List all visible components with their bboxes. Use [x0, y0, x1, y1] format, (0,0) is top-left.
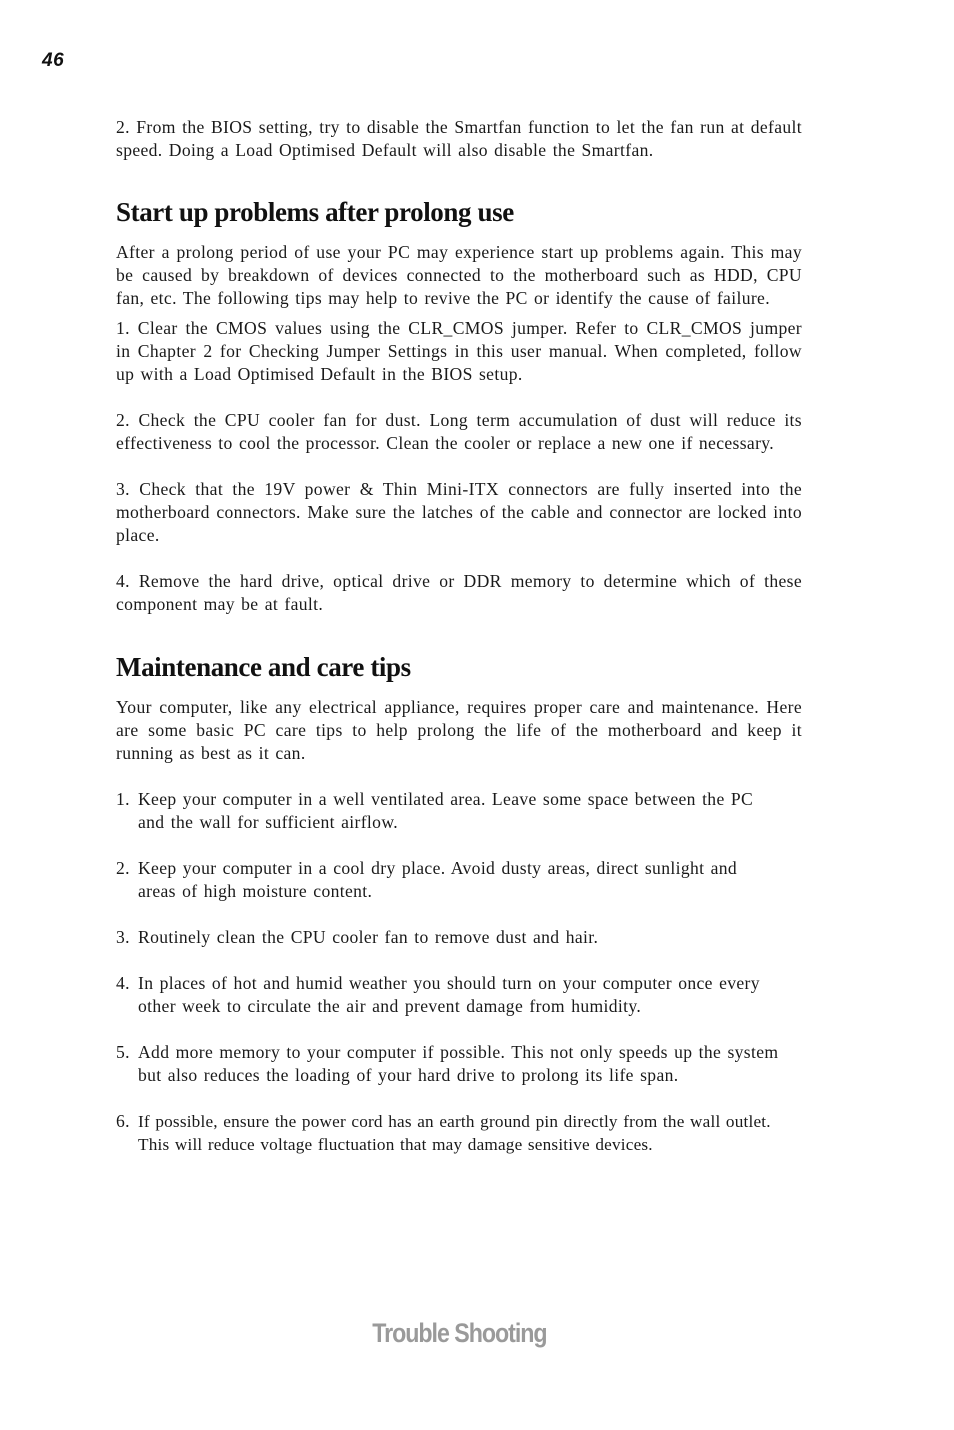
footer-section-title — [0, 1318, 954, 1349]
startup-item: 1. Clear the CMOS values using the CLR_CMOS jumper. Refer to CLR_CMOS jumper in Chapter 2 for Checking Jumper Settings in this user manual. When completed, follow up with a Load Optimised Default in the BIOS setup. — [116, 318, 802, 384]
list-item-text: In places of hot and humid weather you should turn on your computer once every other week to circulate the air and prevent damage from humidity. — [138, 973, 760, 1016]
maintenance-heading: Maintenance and care tips — [116, 652, 411, 682]
list-item-text: Keep your computer in a cool dry place. Avoid dusty areas, direct sunlight and areas of high moisture content. — [138, 858, 738, 901]
list-item — [116, 857, 784, 903]
list-item-number: 2. — [116, 858, 130, 878]
maintenance-list — [116, 788, 784, 1156]
list-item-number: 6. — [116, 1111, 130, 1131]
page-content — [116, 116, 802, 1156]
list-item-text: Routinely clean the CPU cooler fan to remove dust and hair. — [138, 927, 599, 947]
list-item — [116, 972, 784, 1018]
startup-item: 2. Check the CPU cooler fan for dust. Long term accumulation of dust will reduce its effectiveness to cool the processor. Clean the cooler or replace a new one if necessary. — [116, 410, 802, 453]
list-item-number: 1. — [116, 789, 130, 809]
list-item — [116, 1110, 784, 1156]
intro-paragraph: 2. From the BIOS setting, try to disable the Smartfan function to let the fan run at default speed. Doing a Load Optimised Default will also disable the Smartfan. — [116, 117, 802, 160]
startup-item: 4. Remove the hard drive, optical drive or DDR memory to determine which of these component may be at fault. — [116, 571, 802, 614]
list-item-text: Keep your computer in a well ventilated area. Leave some space between the PC and the wall for sufficient airflow. — [138, 789, 754, 832]
list-item-text: Add more memory to your computer if possible. This not only speeds up the system but also reduces the loading of your hard drive to prolong its life span. — [138, 1042, 779, 1085]
maintenance-intro: Your computer, like any electrical appliance, requires proper care and maintenance. Here are some basic PC care tips to help prolong the life of the motherboard and keep it running as best as it can. — [116, 697, 802, 763]
list-item — [116, 926, 784, 949]
page-number: 46 — [42, 50, 65, 71]
footer-title-text: Trouble Shooting — [371, 1318, 547, 1348]
list-item-number: 3. — [116, 927, 130, 947]
list-item — [116, 1041, 784, 1087]
startup-intro: After a prolong period of use your PC may experience start up problems again. This may be caused by breakdown of devices connected to the motherboard such as HDD, CPU fan, etc. The following tips may help to revive the PC or identify the cause of failure. — [116, 242, 802, 308]
list-item — [116, 788, 784, 834]
list-item-number: 4. — [116, 973, 130, 993]
startup-item: 3. Check that the 19V power & Thin Mini-ITX connectors are fully inserted into the motherboard connectors. Make sure the latches of the cable and connector are locked into place. — [116, 479, 802, 545]
startup-heading: Start up problems after prolong use — [116, 197, 514, 227]
list-item-text: If possible, ensure the power cord has an earth ground pin directly from the wall outlet. This will reduce voltage fluctuation that may damage sensitive devices. — [138, 1112, 771, 1154]
list-item-number: 5. — [116, 1042, 130, 1062]
